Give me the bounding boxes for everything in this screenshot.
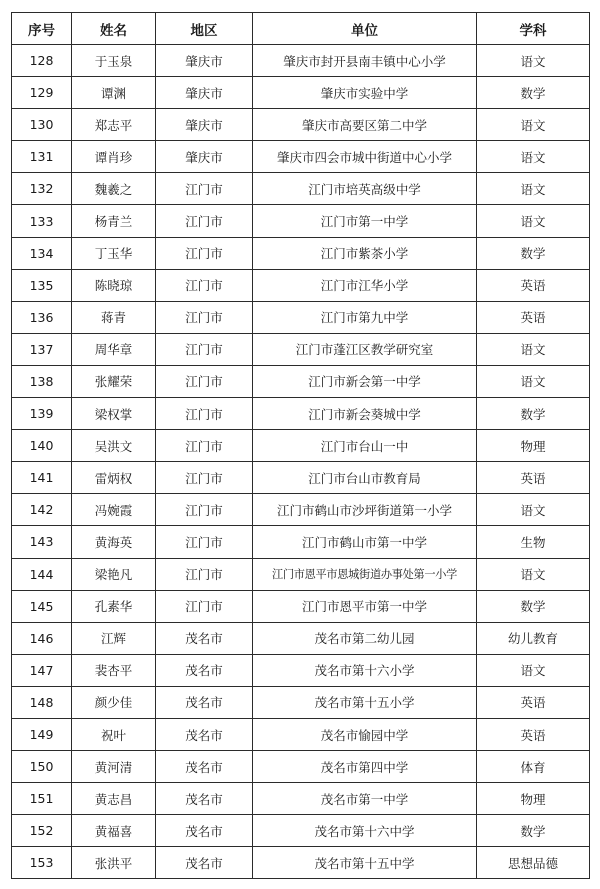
cell-unit: 茂名市第四中学 (253, 751, 477, 783)
table-row (12, 269, 590, 301)
cell-name: 陈晓琼 (72, 269, 156, 301)
cell-name: 于玉泉 (72, 45, 156, 77)
cell-unit: 茂名市第一中学 (253, 783, 477, 815)
cell-no: 152 (12, 815, 72, 847)
cell-no: 136 (12, 301, 72, 333)
table-row (12, 77, 590, 109)
cell-no: 130 (12, 109, 72, 141)
cell-name: 黄海英 (72, 526, 156, 558)
cell-name: 颜少佳 (72, 686, 156, 718)
table-row (12, 333, 590, 365)
cell-no: 133 (12, 205, 72, 237)
table-row (12, 526, 590, 558)
cell-region: 江门市 (156, 301, 253, 333)
table-row (12, 622, 590, 654)
cell-name: 张耀荣 (72, 365, 156, 397)
table-row (12, 590, 590, 622)
cell-no: 140 (12, 430, 72, 462)
table-row (12, 686, 590, 718)
cell-no: 149 (12, 718, 72, 750)
cell-subject: 语文 (477, 205, 590, 237)
cell-no: 131 (12, 141, 72, 173)
cell-name: 吴洪文 (72, 430, 156, 462)
cell-name: 雷炳权 (72, 462, 156, 494)
cell-no: 129 (12, 77, 72, 109)
cell-region: 茂名市 (156, 686, 253, 718)
table-row (12, 847, 590, 879)
cell-subject: 语文 (477, 45, 590, 77)
cell-no: 153 (12, 847, 72, 879)
cell-unit: 江门市恩平市恩城街道办事处第一小学 (253, 558, 477, 590)
table-row (12, 109, 590, 141)
cell-region: 茂名市 (156, 815, 253, 847)
cell-region: 江门市 (156, 430, 253, 462)
table-row (12, 45, 590, 77)
cell-no: 128 (12, 45, 72, 77)
cell-subject: 数学 (477, 77, 590, 109)
cell-no: 132 (12, 173, 72, 205)
cell-subject: 英语 (477, 462, 590, 494)
cell-no: 148 (12, 686, 72, 718)
cell-name: 祝叶 (72, 718, 156, 750)
cell-subject: 英语 (477, 686, 590, 718)
cell-region: 茂名市 (156, 783, 253, 815)
table-row (12, 301, 590, 333)
cell-region: 江门市 (156, 205, 253, 237)
cell-unit: 茂名市第十五小学 (253, 686, 477, 718)
cell-no: 134 (12, 237, 72, 269)
cell-name: 冯婉霞 (72, 494, 156, 526)
cell-unit: 江门市蓬江区教学研究室 (253, 333, 477, 365)
cell-subject: 语文 (477, 141, 590, 173)
cell-region: 茂名市 (156, 718, 253, 750)
cell-name: 郑志平 (72, 109, 156, 141)
cell-unit: 江门市第九中学 (253, 301, 477, 333)
cell-name: 谭肖珍 (72, 141, 156, 173)
cell-region: 江门市 (156, 333, 253, 365)
cell-subject: 思想品德 (477, 847, 590, 879)
cell-name: 梁权掌 (72, 398, 156, 430)
table-row (12, 558, 590, 590)
cell-no: 145 (12, 590, 72, 622)
cell-no: 147 (12, 654, 72, 686)
cell-subject: 数学 (477, 815, 590, 847)
cell-unit: 江门市新会第一中学 (253, 365, 477, 397)
table-row (12, 751, 590, 783)
cell-subject: 英语 (477, 301, 590, 333)
cell-region: 江门市 (156, 237, 253, 269)
cell-name: 魏羲之 (72, 173, 156, 205)
teacher-list-sheet (11, 12, 589, 879)
cell-name: 裴杏平 (72, 654, 156, 686)
cell-region: 肇庆市 (156, 109, 253, 141)
table-row (12, 365, 590, 397)
table-row (12, 815, 590, 847)
cell-unit: 江门市台山一中 (253, 430, 477, 462)
cell-name: 梁艳凡 (72, 558, 156, 590)
table-row (12, 173, 590, 205)
cell-region: 江门市 (156, 365, 253, 397)
cell-region: 江门市 (156, 173, 253, 205)
cell-unit: 茂名市愉园中学 (253, 718, 477, 750)
cell-region: 肇庆市 (156, 45, 253, 77)
table-row (12, 783, 590, 815)
cell-region: 茂名市 (156, 622, 253, 654)
cell-name: 周华章 (72, 333, 156, 365)
table-row (12, 430, 590, 462)
table-body (12, 45, 590, 879)
cell-unit: 江门市鹤山市沙坪街道第一小学 (253, 494, 477, 526)
cell-no: 143 (12, 526, 72, 558)
cell-region: 江门市 (156, 462, 253, 494)
cell-name: 蒋青 (72, 301, 156, 333)
cell-unit: 江门市恩平市第一中学 (253, 590, 477, 622)
cell-unit: 江门市培英高级中学 (253, 173, 477, 205)
table-row (12, 205, 590, 237)
cell-unit: 江门市新会葵城中学 (253, 398, 477, 430)
cell-name: 丁玉华 (72, 237, 156, 269)
header-region: 地区 (156, 13, 253, 45)
cell-subject: 幼儿教育 (477, 622, 590, 654)
cell-unit: 肇庆市实验中学 (253, 77, 477, 109)
cell-subject: 数学 (477, 590, 590, 622)
cell-no: 150 (12, 751, 72, 783)
cell-no: 137 (12, 333, 72, 365)
cell-subject: 语文 (477, 494, 590, 526)
cell-region: 茂名市 (156, 847, 253, 879)
cell-no: 138 (12, 365, 72, 397)
cell-name: 黄志昌 (72, 783, 156, 815)
header-unit: 单位 (253, 13, 477, 45)
cell-subject: 语文 (477, 333, 590, 365)
cell-no: 141 (12, 462, 72, 494)
cell-unit: 江门市鹤山市第一中学 (253, 526, 477, 558)
cell-unit: 江门市第一中学 (253, 205, 477, 237)
cell-no: 142 (12, 494, 72, 526)
cell-subject: 生物 (477, 526, 590, 558)
table-row (12, 398, 590, 430)
cell-name: 孔素华 (72, 590, 156, 622)
cell-subject: 体育 (477, 751, 590, 783)
cell-no: 135 (12, 269, 72, 301)
cell-name: 张洪平 (72, 847, 156, 879)
cell-region: 江门市 (156, 558, 253, 590)
cell-subject: 数学 (477, 237, 590, 269)
cell-unit: 茂名市第十五中学 (253, 847, 477, 879)
cell-region: 肇庆市 (156, 77, 253, 109)
cell-name: 江辉 (72, 622, 156, 654)
cell-name: 黄福喜 (72, 815, 156, 847)
cell-subject: 英语 (477, 718, 590, 750)
cell-subject: 数学 (477, 398, 590, 430)
cell-region: 茂名市 (156, 654, 253, 686)
cell-name: 杨青兰 (72, 205, 156, 237)
cell-no: 151 (12, 783, 72, 815)
cell-no: 146 (12, 622, 72, 654)
cell-unit: 茂名市第二幼儿园 (253, 622, 477, 654)
cell-subject: 语文 (477, 365, 590, 397)
header-name: 姓名 (72, 13, 156, 45)
cell-region: 江门市 (156, 590, 253, 622)
cell-subject: 物理 (477, 783, 590, 815)
table-row (12, 718, 590, 750)
cell-unit: 肇庆市封开县南丰镇中心小学 (253, 45, 477, 77)
cell-unit: 茂名市第十六中学 (253, 815, 477, 847)
table-row (12, 141, 590, 173)
cell-unit: 茂名市第十六小学 (253, 654, 477, 686)
cell-subject: 语文 (477, 558, 590, 590)
header-no: 序号 (12, 13, 72, 45)
table-row (12, 462, 590, 494)
cell-region: 江门市 (156, 398, 253, 430)
cell-region: 茂名市 (156, 751, 253, 783)
table-row (12, 237, 590, 269)
cell-subject: 英语 (477, 269, 590, 301)
table-header-row (12, 13, 590, 45)
cell-no: 139 (12, 398, 72, 430)
cell-unit: 江门市江华小学 (253, 269, 477, 301)
table-row (12, 494, 590, 526)
cell-unit: 江门市台山市教育局 (253, 462, 477, 494)
cell-name: 谭渊 (72, 77, 156, 109)
header-subject: 学科 (477, 13, 590, 45)
cell-unit: 肇庆市四会市城中街道中心小学 (253, 141, 477, 173)
cell-subject: 物理 (477, 430, 590, 462)
cell-region: 江门市 (156, 526, 253, 558)
cell-no: 144 (12, 558, 72, 590)
cell-subject: 语文 (477, 109, 590, 141)
cell-unit: 江门市紫茶小学 (253, 237, 477, 269)
table-row (12, 654, 590, 686)
cell-name: 黄河清 (72, 751, 156, 783)
cell-region: 江门市 (156, 494, 253, 526)
cell-subject: 语文 (477, 654, 590, 686)
cell-region: 肇庆市 (156, 141, 253, 173)
cell-region: 江门市 (156, 269, 253, 301)
cell-subject: 语文 (477, 173, 590, 205)
cell-unit: 肇庆市高要区第二中学 (253, 109, 477, 141)
teacher-list-table (11, 12, 590, 879)
